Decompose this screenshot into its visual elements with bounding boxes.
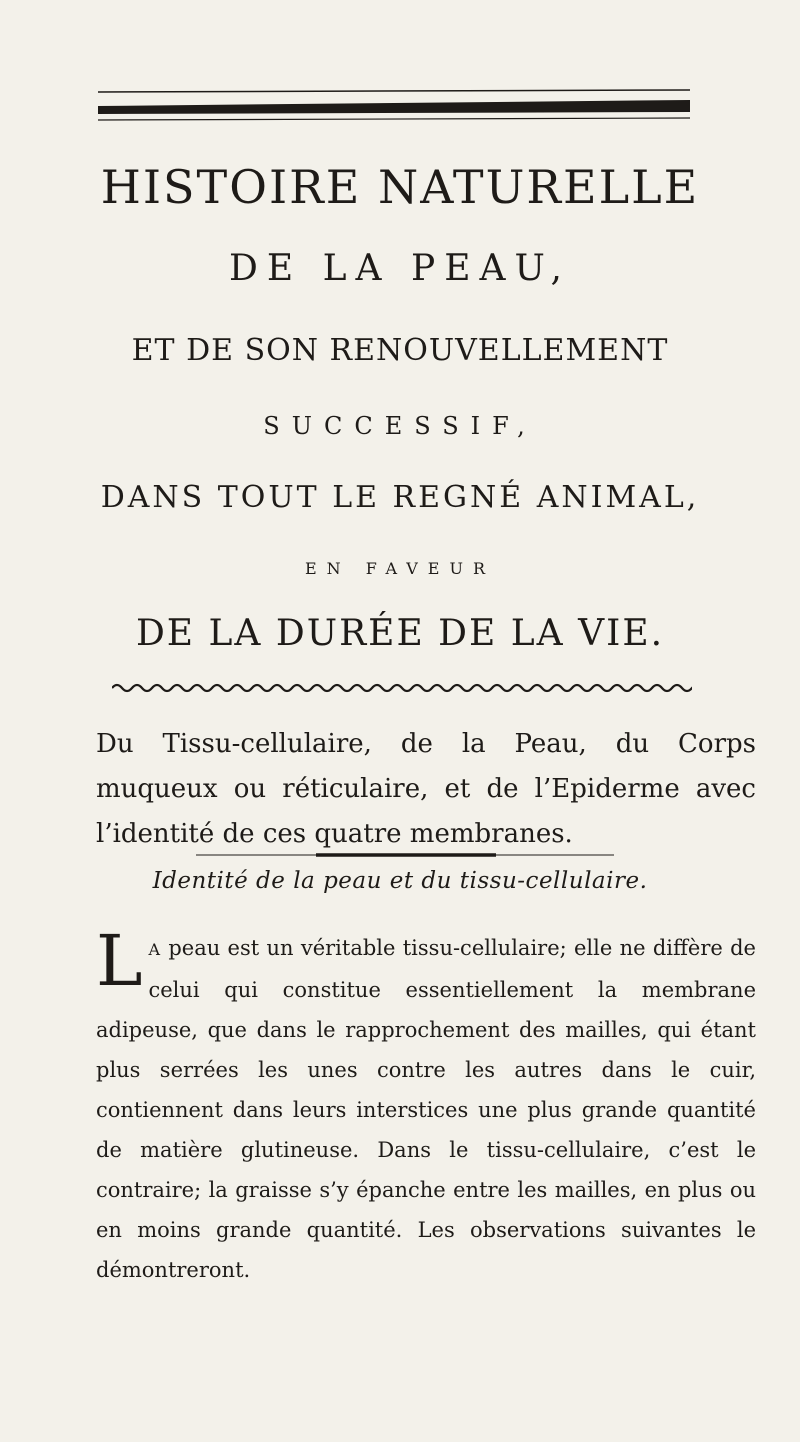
title-line-6: EN FAVEUR bbox=[305, 559, 495, 578]
first-word-smallcaps: A bbox=[148, 940, 162, 959]
wavy-divider bbox=[112, 682, 692, 694]
section-title: Identité de la peau et du tissu-cellulaire. bbox=[152, 868, 648, 894]
title-line-3: ET DE SON RENOUVELLEMENT bbox=[131, 333, 669, 368]
body-paragraph bbox=[96, 920, 756, 1290]
title-line-5: DANS TOUT LE REGNÉ ANIMAL, bbox=[100, 480, 700, 515]
paragraph-text: peau est un véritable tissu-cellulaire; elle ne diffère de celui qui constitue essentiellement la membrane adipeuse, que dans le rapprochement des mailles, qui étant plus serrées les unes contre les autres dans le cuir, contiennent dans leurs interstices une plus grande quantité de matière glutineuse. Dans le tissu-cellulaire, c’est le contraire; la graisse s’y épanche entre les mailles, en plus ou en moins grande quantité. Les observations suivantes le démontreront. bbox=[96, 936, 756, 1282]
drop-cap: L bbox=[96, 920, 143, 1002]
title-line-7: DE LA DURÉE DE LA VIE. bbox=[135, 613, 665, 654]
section-rule bbox=[196, 852, 614, 858]
top-ornamental-rule bbox=[98, 88, 690, 124]
chapter-subject: Du Tissu-cellulaire, de la Peau, du Corps muqueux ou réticulaire, et de l’Epiderme avec l’identité de ces quatre membranes. bbox=[96, 729, 756, 849]
title-line-4: SUCCESSIF, bbox=[263, 412, 537, 440]
title-line-1: HISTOIRE NATURELLE bbox=[100, 160, 700, 214]
title-line-2: DE LA PEAU, bbox=[229, 248, 571, 289]
